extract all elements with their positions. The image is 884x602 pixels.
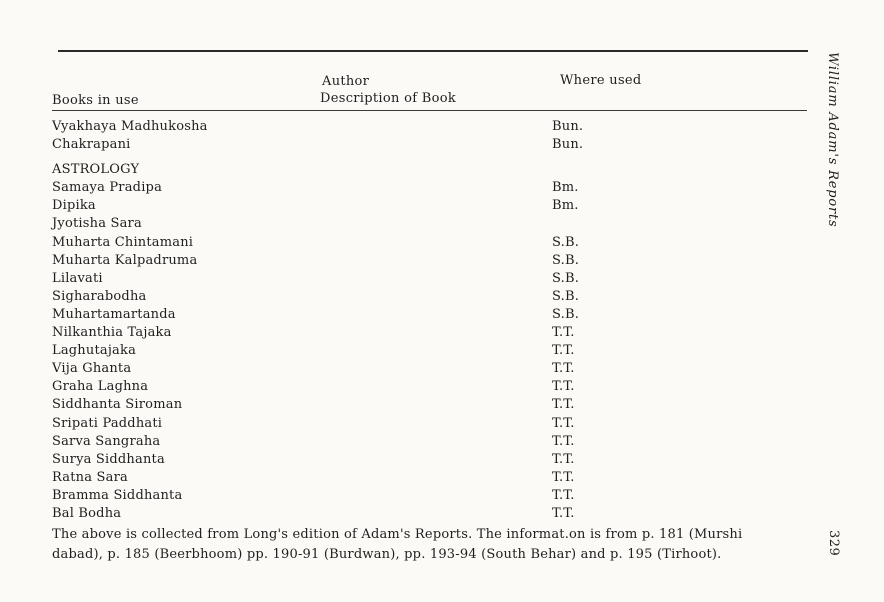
table-row <box>52 324 752 342</box>
table-row <box>52 469 752 487</box>
where-used: S.B. <box>552 252 580 268</box>
page-number: 329 <box>826 530 841 557</box>
book-name: Sarva Sangraha <box>52 433 161 449</box>
table-row <box>52 252 752 270</box>
table-row <box>52 270 752 288</box>
book-name: Bramma Siddhanta <box>52 487 183 503</box>
where-used: Bun. <box>552 137 584 153</box>
footnote-line: The above is collected from Long's edition of Adam's Reports. The informat.on is from p. 181 (Murshi <box>52 527 743 542</box>
book-name: Siddhanta Siroman <box>52 397 183 413</box>
description-column-header: Description of Book <box>320 91 457 106</box>
book-name: Sripati Paddhati <box>52 415 163 431</box>
where-used: T.T. <box>552 415 575 431</box>
author-column-header: Author <box>322 74 370 89</box>
where-used: T.T. <box>552 469 575 485</box>
book-name: Muharta Chintamani <box>52 234 194 250</box>
section-heading: ASTROLOGY <box>52 162 140 178</box>
book-name: Samaya Pradipa <box>52 180 163 196</box>
book-name: Dipika <box>52 198 96 214</box>
book-table <box>52 118 752 523</box>
table-row <box>52 415 752 433</box>
book-name: Jyotisha Sara <box>52 216 142 232</box>
table-row <box>52 234 752 252</box>
books-column-header: Books in use <box>52 93 139 108</box>
where-used: Bm. <box>552 198 579 214</box>
where-used: T.T. <box>552 487 575 503</box>
where-used: T.T. <box>552 433 575 449</box>
table-row <box>52 505 752 523</box>
table-row <box>52 378 752 396</box>
where-used: S.B. <box>552 288 580 304</box>
book-name: Sigharabodha <box>52 288 147 304</box>
where-used: T.T. <box>552 343 575 359</box>
footnote-line: dabad), p. 185 (Beerbhoom) pp. 190-91 (Burdwan), pp. 193-94 (South Behar) and p. 195 (Tirhoot). <box>52 547 722 562</box>
table-row <box>52 360 752 378</box>
table-row <box>52 136 752 154</box>
book-name: Ratna Sara <box>52 469 128 485</box>
book-name: Muhartamartanda <box>52 306 176 322</box>
book-name: Vyakhaya Madhukosha <box>52 119 208 134</box>
footnote <box>52 525 812 565</box>
table-row <box>52 433 752 451</box>
where-used: S.B. <box>552 306 580 322</box>
book-name: Nilkanthia Tajaka <box>52 325 172 341</box>
table-row <box>52 118 752 136</box>
where-used: T.T. <box>552 451 575 467</box>
book-name: Muharta Kalpadruma <box>52 252 198 268</box>
where-used: S.B. <box>552 234 580 250</box>
table-row <box>52 487 752 505</box>
where-used: S.B. <box>552 270 580 286</box>
table-row <box>52 179 752 197</box>
table-row <box>52 451 752 469</box>
table-row <box>52 197 752 215</box>
book-name: Vija Ghanta <box>52 361 132 377</box>
table-row <box>52 306 752 324</box>
book-name: Graha Laghna <box>52 379 149 395</box>
book-name: Lilavati <box>52 270 103 286</box>
table-row <box>52 396 752 414</box>
section-heading-row <box>52 161 752 179</box>
book-name: Bal Bodha <box>52 505 122 521</box>
where-used: T.T. <box>552 379 575 395</box>
table-row <box>52 215 752 233</box>
book-name: Surya Siddhanta <box>52 451 165 467</box>
where-used: T.T. <box>552 505 575 521</box>
where-used: Bun. <box>552 119 584 134</box>
where-used: T.T. <box>552 397 575 413</box>
table-row <box>52 288 752 306</box>
where-used: T.T. <box>552 325 575 341</box>
header-rule <box>52 110 807 111</box>
where-used: T.T. <box>552 361 575 377</box>
where-used: Bm. <box>552 180 579 196</box>
top-rule <box>58 50 808 52</box>
table-row <box>52 342 752 360</box>
running-head: William Adam's Reports <box>825 52 840 228</box>
book-name: Laghutajaka <box>52 343 137 359</box>
book-name: Chakrapani <box>52 137 131 153</box>
where-used-column-header: Where used <box>560 73 642 88</box>
